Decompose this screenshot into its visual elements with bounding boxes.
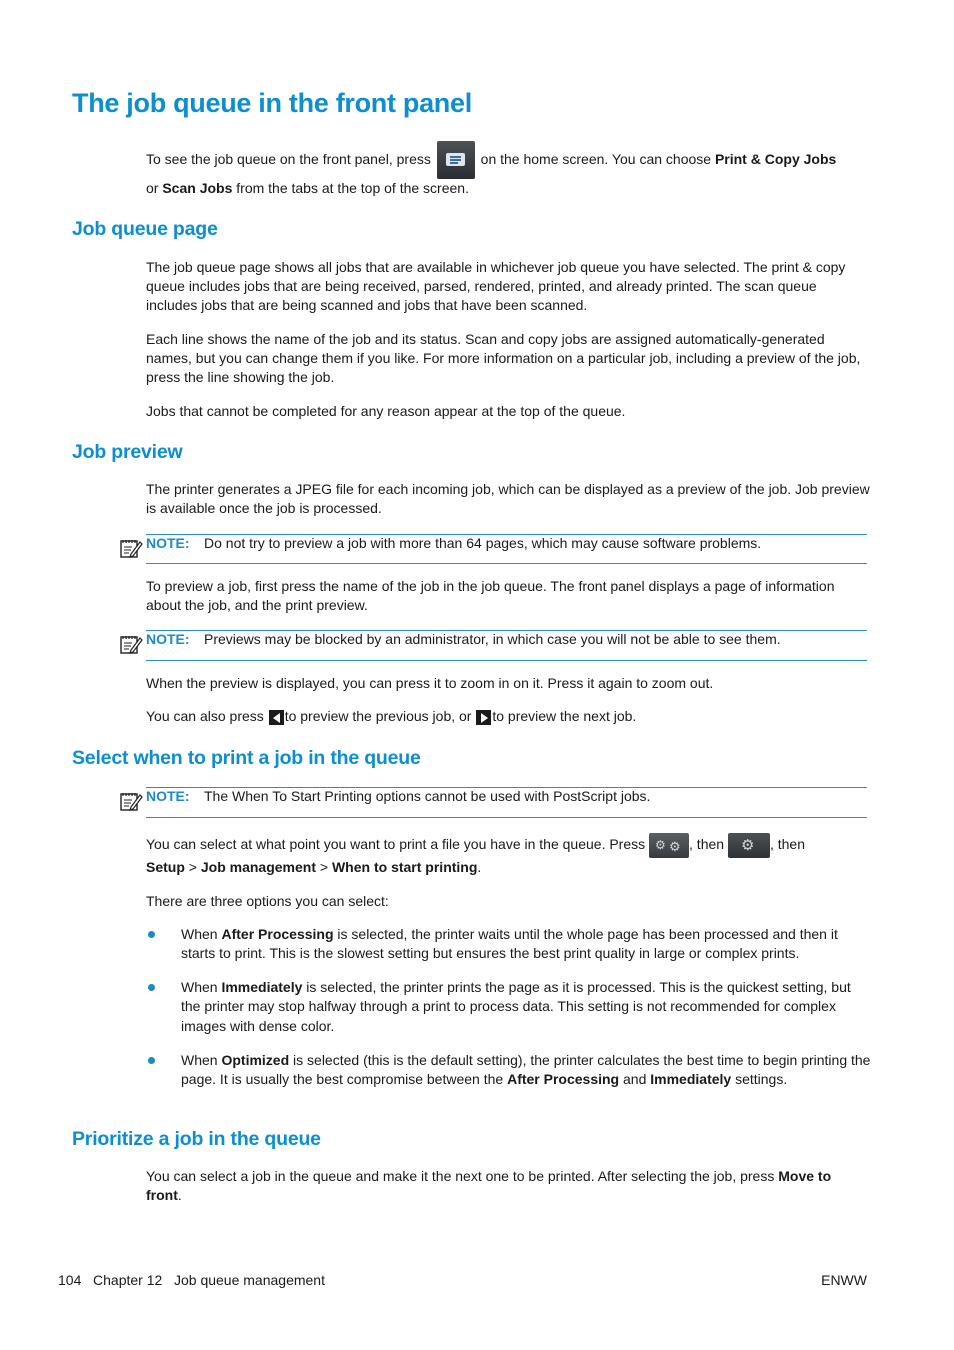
menu-end: . (477, 859, 482, 875)
bullet-icon (148, 984, 155, 991)
section-heading-select-when: Select when to print a job in the queue (72, 747, 421, 769)
list-text: and (623, 1071, 647, 1088)
menu-setup: Setup (146, 859, 185, 875)
paragraph: To preview a job, first press the name of the job in the job queue. The front panel displays a page of information about the job, and the print preview. (146, 578, 835, 614)
list-bold: After Processing (221, 926, 334, 942)
paragraph (146, 1167, 870, 1205)
page-title: The job queue in the front panel (72, 88, 472, 118)
previous-arrow-icon (269, 710, 284, 725)
intro-text: or (146, 180, 159, 196)
page-number: 104 (58, 1272, 82, 1288)
chapter-title: Job queue management (173, 1272, 325, 1288)
paragraph-text: , then (769, 836, 805, 852)
intro-text: from the tabs at the top of the screen. (236, 180, 469, 196)
note-icon (118, 633, 144, 655)
list-bold: Optimized (221, 1052, 290, 1068)
paragraph-press (146, 832, 805, 858)
paragraph: The job queue page shows all jobs that are available in whichever job queue you have selected. The print & copy queue includes jobs that are being received, parsed, rendered, printed, and already printed. The scan queue includes jobs that are being scanned and jobs that have been scanned. (146, 259, 846, 314)
note-icon (118, 537, 144, 559)
footer-right: ENWW (821, 1272, 867, 1288)
paragraph: When the preview is displayed, you can press it to zoom in on it. Press it again to zoom out. (146, 675, 714, 691)
note-box (146, 787, 867, 818)
note-box (146, 630, 867, 661)
note-text: Previews may be blocked by an administrator, in which case you will not be able to see them. (204, 631, 781, 647)
bullet-icon (148, 1057, 155, 1064)
section-heading-job-queue-page: Job queue page (72, 218, 218, 240)
paragraph: There are three options you can select: (146, 893, 389, 909)
list-item (181, 1051, 871, 1090)
tools-icon: ⚙ ⚙ (649, 833, 689, 858)
gear-icon: ⚙ (728, 833, 770, 858)
note-text: Do not try to preview a job with more than 64 pages, which may cause software problems. (204, 535, 762, 551)
paragraph-text: , then (689, 836, 725, 852)
section-heading-prioritize: Prioritize a job in the queue (72, 1128, 321, 1150)
scan-jobs-label: Scan Jobs (162, 180, 233, 196)
menu-separator: > (319, 859, 329, 875)
note-label: NOTE: (146, 788, 190, 804)
paragraph-nav (146, 707, 636, 726)
paragraph: The printer generates a JPEG file for each incoming job, which can be displayed as a preview of the job. Job preview is available once the job is processed. (146, 481, 870, 517)
note-label: NOTE: (146, 535, 190, 551)
paragraph-text: You can also press (146, 708, 264, 724)
menu-separator: > (188, 859, 197, 875)
paragraph-end: . (177, 1187, 182, 1204)
paragraph-text: You can select a job in the queue and make it the next one to be printed. After selecting the job, press (146, 1168, 775, 1184)
next-arrow-icon (476, 710, 491, 725)
paragraph-text: You can select at what point you want to print a file you have in the queue. Press (146, 836, 646, 852)
intro-text: on the home screen. You can choose (480, 151, 712, 167)
list-text: settings. (735, 1071, 788, 1088)
note-label: NOTE: (146, 631, 190, 647)
list-item (181, 925, 871, 964)
intro-line-1 (146, 140, 836, 179)
paragraph-text: to preview the next job. (492, 708, 637, 724)
list-text: is selected, the printer prints the page as it is processed. This is the quickest setting, but the printer may stop halfway through a print to process data. This setting is not recommended for complex images with dense color. (181, 979, 851, 1034)
move-to-front-label: Move to front (146, 1168, 832, 1204)
paragraph: Each line shows the name of the job and its status. Scan and copy jobs are assigned automatically-generated names, but you can change them if you like. For more information on a particular job, including a preview of the job, press the line showing the job. (146, 331, 861, 386)
list-item (181, 978, 871, 1036)
list-bold: Immediately (221, 979, 303, 995)
list-bold: After Processing (507, 1071, 620, 1088)
section-heading-job-preview: Job preview (72, 441, 183, 463)
job-queue-icon (437, 141, 475, 179)
menu-when-to-start-printing: When to start printing (331, 859, 478, 875)
list-text: When (181, 1052, 218, 1068)
menu-path (146, 858, 481, 877)
bullet-icon (148, 931, 155, 938)
list-text: When (181, 926, 218, 942)
paragraph-text: to preview the previous job, or (284, 708, 472, 724)
menu-job-management: Job management (200, 859, 316, 875)
footer-left (58, 1272, 325, 1288)
list-text: When (181, 979, 218, 995)
list-text: is selected, the printer waits until the whole page has been processed and then it starts to print. This is the slowest setting but ensures the best print quality in large or complex prints. (181, 926, 838, 962)
note-box (146, 534, 867, 564)
intro-line-2 (146, 179, 469, 198)
print-copy-jobs-label: Print & Copy Jobs (714, 151, 837, 167)
list-text: is selected (this is the default setting), the printer calculates the best time to begin printing the page. It is usually the best compromise between the (181, 1052, 871, 1088)
note-icon (118, 790, 144, 812)
paragraph: Jobs that cannot be completed for any reason appear at the top of the queue. (146, 403, 626, 419)
intro-text: To see the job queue on the front panel, press (146, 151, 431, 167)
chapter-number: Chapter 12 (93, 1272, 163, 1288)
note-text: The When To Start Printing options cannot be used with PostScript jobs. (204, 788, 651, 804)
list-bold: Immediately (650, 1071, 732, 1088)
